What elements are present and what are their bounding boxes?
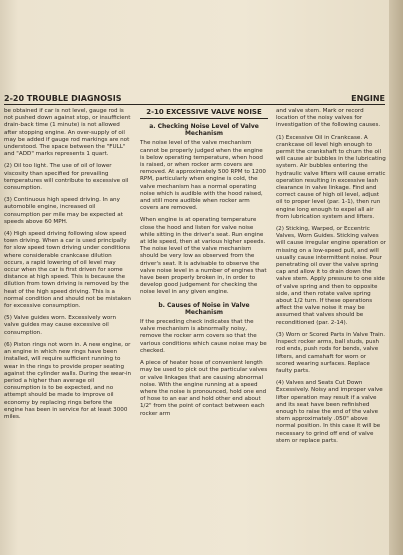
paragraph: A piece of heater hose of convenient length may be used to pick out the particular valves or valve linkages that are causing abnormal noise. With the engine running at a speed where the noise is pronounced, hold one end of hose to an ear and hold other end about 1/2" from the point of contact between each rocker arm xyxy=(140,360,268,417)
header-right: ENGINE xyxy=(351,94,385,103)
paragraph: (1) Excessive Oil in Crankcase. A crankcase oil level high enough to permit the crankshaft to churn the oil will cause air bubbles in the lubricating system. Air bubbles entering the hydraulic valve lifters will cause erratic operation resulting in excessive lash clearance in valve linkage. Find and correct cause of high oil level, adjust oil to proper level (par. 1-1), then run engine long enough to expel all air from lubrication system and lifters. xyxy=(276,134,386,220)
section-title: 2-10 EXCESSIVE VALVE NOISE xyxy=(140,108,268,119)
paragraph: The noise level of the valve mechanism cannot be properly judged when the engine is below operating temperature, when hood is raised, or when rocker arm covers are removed. At approximately 500 RPM to 1200 RPM, particularly when engine is cold, the valve mechanism has a normal operating noise which is audible with the hood raised, and still more audible when rocker arm covers are removed. xyxy=(140,140,266,212)
paragraph: (2) Sticking, Warped, or Eccentric Valves, Worn Guides. Sticking valves will cause irregular engine operation or missing on a low-speed pull, and will usually cause intermittent noise. Pour penetrating oil over the valve spring cap and allow it to drain down the valve stem. Apply pressure to one side of valve spring and then to opposite side, and then rotate valve spring about 1/2 turn. If these operations affect the valve noise it may be assumed that valves should be reconditioned (par. 2-14). xyxy=(276,226,386,326)
page-header xyxy=(4,92,385,105)
paragraph: (3) Continuous high speed driving. In any automobile engine, increased oil consumption per mile may be expected at speeds above 60 MPH. xyxy=(4,197,123,225)
paragraph: (6) Piston rings not worn in. A new engine, or an engine in which new rings have been installed, will require sufficient running to wear in the rings to provide proper seating against the cylinder walls. During the wear-in period a higher than average oil consumption is to be expected, and no attempt should be made to improve oil economy by replacing rings before the engine has been in service for at least 3000 miles. xyxy=(4,341,132,420)
paragraph: (5) Valve guides worn. Excessively worn valve guides may cause excessive oil consumption. xyxy=(4,315,117,336)
book-spine xyxy=(389,0,403,555)
paragraph: If the preceding check indicates that the valve mechanism is abnormally noisy, remove the rocker arm covers so that the various conditions which cause noise may be checked. xyxy=(140,319,267,354)
column-2 xyxy=(140,108,268,423)
paragraph: and valve stem. Mark or record location of the noisy valves for investigation of the following causes. xyxy=(276,108,381,129)
column-3 xyxy=(276,108,386,450)
paragraph: (4) High speed driving following slow speed town driving. When a car is used principally for slow speed town driving under conditions where considerable crankcase dilution occurs, a rapid lowering of oil level may occur when the car is first driven for some distance at high speed. This is because the dilution from town driving is removed by the heat of the high speed driving. This is a normal condition and should not be mistaken for excessive consumption. xyxy=(4,231,131,310)
subsection-title-b: b. Causes of Noise in Valve Mechanism xyxy=(158,301,250,316)
paragraph: When engine is at operating temperature close the hood and listen for valve noise while sitting in the driver's seat. Run engine at idle speed, then at various higher speeds. The noise level of the valve mechanism should be very low as observed from the driver's seat. It is advisable to observe the valve noise level in a number of engines that have been properly broken in, in order to develop good judgement for checking the noise level in any given engine. xyxy=(140,217,267,296)
paragraph: (3) Worn or Scored Parts in Valve Train. Inspect rocker arms, ball studs, push rod ends, push rods for bends, valve lifters, and camshaft for worn or scored wearing surfaces. Replace faulty parts. xyxy=(276,331,386,374)
paragraph: (2) Oil too light. The use of oil of lower viscosity than specified for prevailing temperatures will contribute to excessive oil consumption. xyxy=(4,163,129,192)
header-left: 2-20 TROUBLE DIAGNOSIS xyxy=(4,94,122,103)
paragraph: be obtained if car is not level, gauge rod is not pushed down against stop, or insufficient drain-back time (1 minute) is not allowed after stopping engine. An over-supply of oil may be added if gauge rod markings are not understood. The space between the "FULL" and "ADD" marks represents 1 quart. xyxy=(4,108,131,158)
paragraph: (4) Valves and Seats Cut Down Excessively. Noisy and improper valve lifter operation may result if a valve and its seat have been refinished enough to raise the end of the valve stem approximately .050" above normal position. In this case it will be necessary to grind off end of valve stem or replace parts. xyxy=(276,380,383,444)
subsection-title-a: a. Checking Noise Level of Valve Mechanism xyxy=(149,123,259,138)
column-1 xyxy=(4,108,132,426)
